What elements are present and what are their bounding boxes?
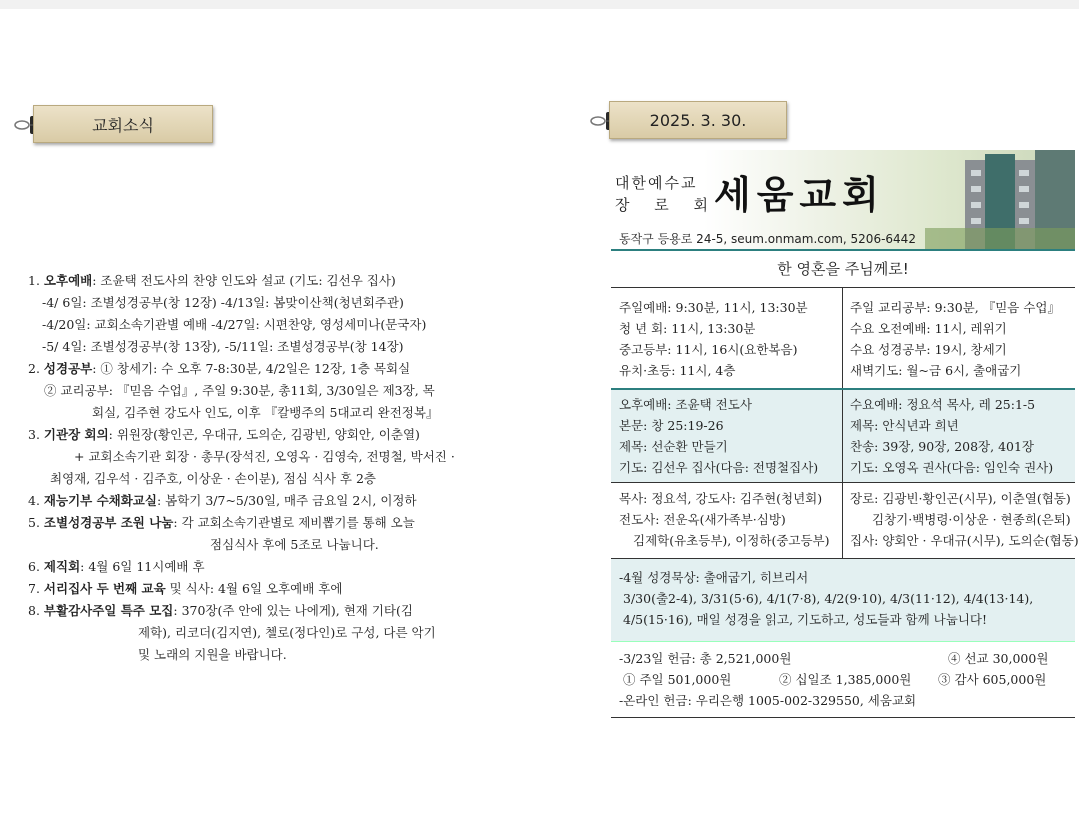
news-item: 5. 조별성경공부 조원 나눔: 각 교회소속기관별로 제비뽑기를 통해 오늘 [28, 515, 415, 530]
staff-right: 장로: 김광빈·황인곤(시무), 이춘열(협동) 김창기·백병령·이상운 · 현종희(은퇴) 집사: 양회안 · 우대규(시무), 도의순(협동) [850, 491, 1079, 548]
church-name: 세움교회 [714, 173, 885, 217]
news-item: -4/ 6일: 조별성경공부(창 12장) -4/13일: 봄맞이산책(청년회주관) [42, 295, 404, 310]
staff-left: 목사: 정요석, 강도사: 김주현(청년회) 전도사: 전운옥(새가족부·심방) 김제학(유초등부), 이정하(중고등부) [619, 491, 830, 548]
schedule-right: 주일 교리공부: 9:30분, 『믿음 수업』 수요 오전예배: 11시, 레위기 수요 성경공부: 19시, 창세기 새벽기도: 월~금 6시, 출애굽기 [850, 300, 1060, 378]
news-tab-label: 교회소식 [92, 115, 154, 135]
meditation-text: -4월 성경묵상: 출애굽기, 히브리서 3/30(출2-4), 3/31(5·6), 4/1(7·8), 4/2(9·10), 4/3(11·12), 4/4(13·14), 4/5(15·16), 매일 성경을 읽고, 기도하고, 성도들과 함께 나눕니다! [619, 570, 1034, 627]
news-item: ② 교리공부: 『믿음 수업』, 주일 9:30분, 총11회, 3/30일은 제3장, 목 [44, 383, 435, 398]
top-strip [0, 0, 1079, 9]
offering-sunday: ① 주일 501,000원 [623, 672, 732, 687]
church-building-icon [925, 150, 1075, 249]
divider [611, 287, 1075, 288]
schedule-left: 주일예배: 9:30분, 11시, 13:30분 청 년 회: 11시, 13:30분 중고등부: 11시, 16시(요한복음) 유치·초등: 11시, 4층 [619, 300, 808, 378]
church-banner [611, 150, 1075, 249]
divider [611, 641, 1075, 642]
news-item: -5/ 4일: 조별성경공부(창 13장), -5/11일: 조별성경공부(창 14장) [42, 339, 404, 354]
date-tab [609, 101, 787, 139]
news-item: 제학), 리코더(김지연), 첼로(정다인)로 구성, 다른 악기 [138, 625, 436, 640]
news-item: 1. 오후예배: 조윤택 전도사의 찬양 인도와 설교 (기도: 김선우 집사) [28, 273, 396, 288]
column-divider [842, 483, 843, 558]
news-item: 6. 제직회: 4월 6일 11시예배 후 [28, 559, 205, 574]
service-left: 오후예배: 조윤택 전도사 본문: 창 25:19-26 제목: 선순환 만들기 기도: 김선우 집사(다음: 전명철집사) [619, 397, 819, 475]
offering-mission: ④ 선교 30,000원 [948, 651, 1049, 666]
divider [611, 482, 1075, 483]
news-item: 최영재, 김우석 · 김주호, 이상운 · 손이분), 점심 식사 후 2층 [50, 471, 377, 486]
news-tab [33, 105, 213, 143]
divider [611, 249, 1075, 251]
news-item: 회실, 김주현 강도사 인도, 이후 『칼뱅주의 5대교리 완전정복』 [92, 405, 439, 420]
denomination-line1: 대한예수교 [615, 174, 698, 192]
offering-thanks: ③ 감사 605,000원 [938, 672, 1047, 687]
column-divider [842, 390, 843, 482]
denomination-line2: 장 로 회 [615, 196, 719, 214]
divider [611, 717, 1075, 718]
offering-tithe: ② 십일조 1,385,000원 [779, 672, 912, 687]
news-item: 및 노래의 지원을 바랍니다. [138, 647, 287, 662]
news-item: 2. 성경공부: ① 창세기: 수 오후 7-8:30분, 4/2일은 12장, 1층 목회실 [28, 361, 411, 376]
news-item: 4. 재능기부 수채화교실: 봄학기 3/7~5/30일, 매주 금요일 2시, 이정하 [28, 493, 417, 508]
church-address: 동작구 등용로 24-5, seum.onmam.com, 5206-6442 [619, 232, 916, 246]
news-item: -4/20일: 교회소속기관별 예배 -4/27일: 시편찬양, 영성세미나(문국자) [42, 317, 427, 332]
online-offering: -온라인 헌금: 우리은행 1005-002-329550, 세움교회 [619, 693, 917, 708]
date-label: 2025. 3. 30. [649, 110, 747, 130]
service-right: 수요예배: 정요석 목사, 레 25:1-5 제목: 안식년과 희년 찬송: 39장, 90장, 208장, 401장 기도: 오영옥 권사(다음: 임인숙 권사) [850, 397, 1054, 475]
offering-total: -3/23일 헌금: 총 2,521,000원 [619, 651, 792, 666]
news-item: 7. 서리집사 두 번째 교육 및 식사: 4월 6일 오후예배 후에 [28, 581, 343, 596]
column-divider [842, 288, 843, 388]
motto: 한 영혼을 주님께로! [777, 260, 909, 278]
news-item: + 교회소속기관 회장 · 총무(장석진, 오영옥 · 김영숙, 전명철, 박서진 · [74, 449, 455, 464]
news-item: 점심식사 후에 5조로 나눕니다. [210, 537, 379, 552]
news-item: 3. 기관장 회의: 위원장(황인곤, 우대규, 도의순, 김광빈, 양회안, 이춘열) [28, 427, 420, 442]
news-item: 8. 부활감사주일 특주 모집: 370장(주 안에 있는 나에게), 현재 기타(김 [28, 603, 413, 618]
